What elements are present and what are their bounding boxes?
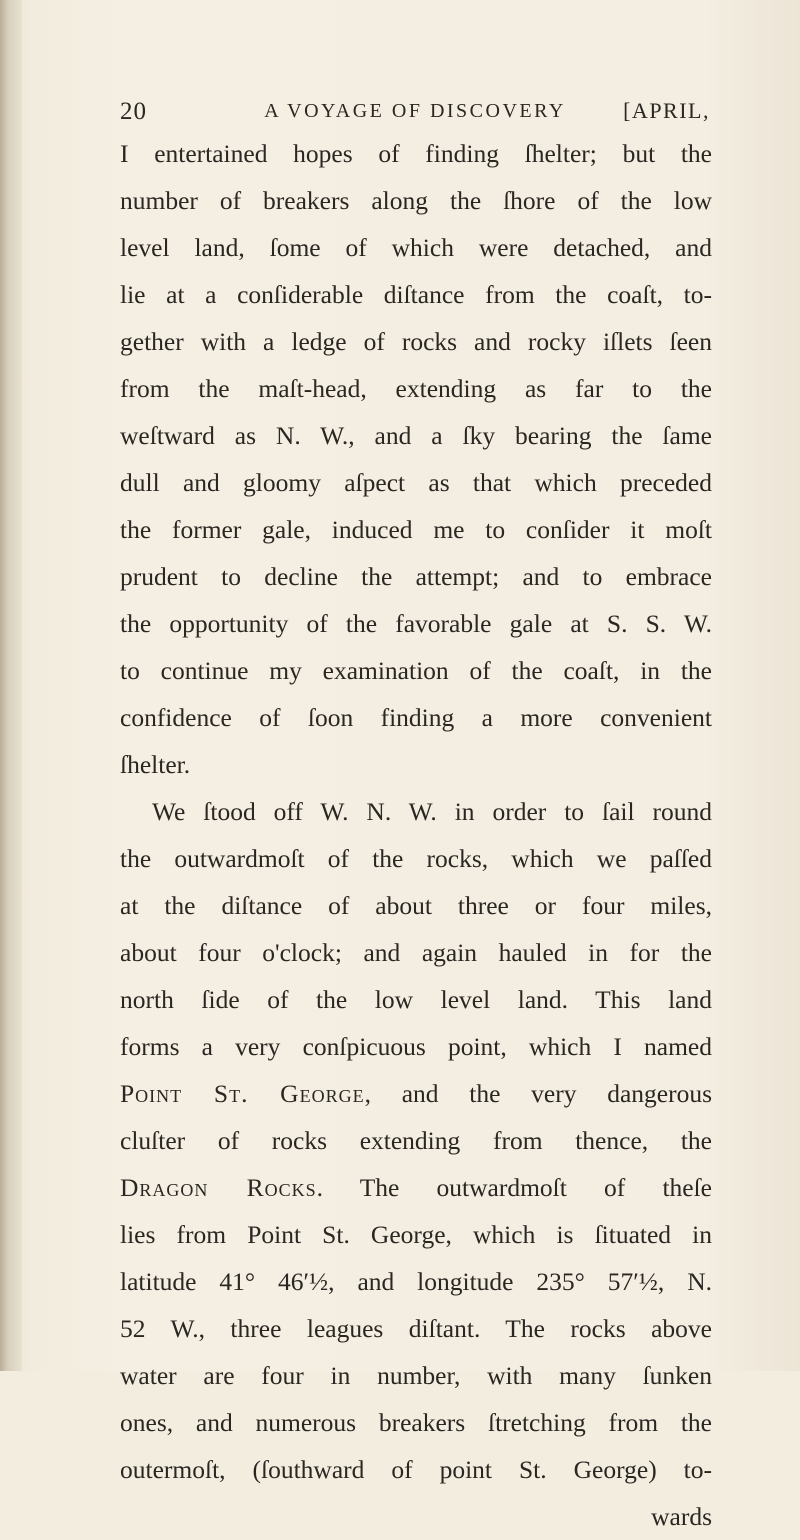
text-segment: latitude 41° 46′½, and longitude 235° 57′½, N.	[120, 1267, 712, 1296]
text-line	[120, 177, 712, 224]
text-line	[120, 1070, 712, 1117]
text-segment: gether with a ledge of rocks and rocky iſlets ſeen	[120, 327, 712, 356]
text-segment: ones, and numerous breakers ſtretching from the	[120, 1408, 712, 1437]
text-segment: wards	[651, 1502, 712, 1531]
page-number: 20	[120, 98, 147, 125]
text-line	[120, 553, 712, 600]
text-line	[120, 1023, 712, 1070]
text-line	[120, 788, 712, 835]
text-line	[120, 1446, 712, 1493]
text-segment: 52 W., three leagues diſtant. The rocks above	[120, 1314, 712, 1343]
text-line	[120, 741, 712, 788]
text-line	[120, 318, 712, 365]
text-segment: cluſter of rocks extending from thence, the	[120, 1126, 712, 1155]
text-segment: , and the very dangerous	[364, 1079, 712, 1108]
text-segment: water are four in number, with many ſunken	[120, 1361, 712, 1390]
text-segment: We ſtood off W. N. W. in order to ſail round	[152, 797, 712, 826]
running-date: [APRIL,	[623, 98, 710, 123]
text-line	[120, 929, 712, 976]
text-line	[120, 130, 712, 177]
text-line	[120, 1352, 712, 1399]
text-segment: weſtward as N. W., and a ſky bearing the ſame	[120, 421, 712, 450]
text-segment: forms a very conſpicuous point, which I named	[120, 1032, 712, 1061]
text-line	[120, 882, 712, 929]
text-segment: prudent to decline the attempt; and to embrace	[120, 562, 712, 591]
text-line	[120, 600, 712, 647]
text-segment: lies from Point St. George, which is ſituated in	[120, 1220, 712, 1249]
running-title: A VOYAGE OF DISCOVERY	[264, 100, 566, 122]
text-line	[120, 412, 712, 459]
text-line	[120, 365, 712, 412]
text-segment: the opportunity of the favorable gale at S. S. W.	[120, 609, 712, 638]
text-segment: to continue my examination of the coaſt, in the	[120, 656, 712, 685]
text-segment: confidence of ſoon finding a more convenient	[120, 703, 712, 732]
text-line	[120, 976, 712, 1023]
text-segment: about four o'clock; and again hauled in for the	[120, 938, 712, 967]
text-line	[120, 271, 712, 318]
text-segment: level land, ſome of which were detached, and	[120, 233, 712, 262]
text-line	[120, 224, 712, 271]
text-segment: I entertained hopes of finding ſhelter; but the	[120, 139, 712, 168]
place-name: Point St. George	[120, 1079, 365, 1108]
page-binding-edge	[0, 0, 22, 1371]
text-line	[120, 459, 712, 506]
text-line	[120, 694, 712, 741]
text-line	[120, 506, 712, 553]
text-segment: at the diſtance of about three or four miles,	[120, 891, 712, 920]
text-line	[120, 1164, 712, 1211]
text-segment: outermoſt, (ſouthward of point St. George) to-	[120, 1455, 712, 1484]
text-segment: from the maſt-head, extending as far to the	[120, 374, 712, 403]
text-segment: the outwardmoſt of the rocks, which we paſſed	[120, 844, 712, 873]
text-segment: the former gale, induced me to conſider it moſt	[120, 515, 712, 544]
text-line	[120, 1399, 712, 1446]
body-text	[120, 130, 712, 1540]
text-line	[120, 835, 712, 882]
place-name: Dragon Rocks	[120, 1173, 317, 1202]
text-line	[120, 1211, 712, 1258]
text-line	[120, 1305, 712, 1352]
text-segment: lie at a conſiderable diſtance from the coaſt, to-	[120, 280, 712, 309]
text-line	[120, 1117, 712, 1164]
text-line	[120, 647, 712, 694]
text-segment: . The outwardmoſt of theſe	[316, 1173, 712, 1202]
catchword	[120, 1493, 712, 1540]
text-segment: dull and gloomy aſpect as that which preceded	[120, 468, 712, 497]
text-segment: north ſide of the low level land. This land	[120, 985, 712, 1014]
text-segment: number of breakers along the ſhore of the low	[120, 186, 712, 215]
text-segment: ſhelter.	[120, 750, 191, 779]
text-line	[120, 1258, 712, 1305]
